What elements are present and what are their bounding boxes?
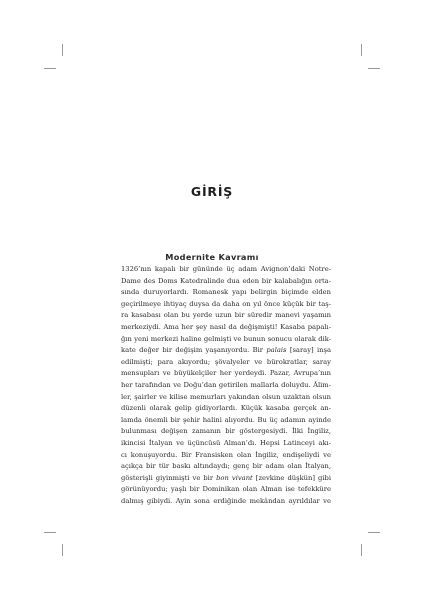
body-line-prefix: kate değer bir değişim yaşanıyordu. Bir <box>121 346 267 355</box>
body-line: görünüyordu; yaşlı bir Dominikan olan Alman ise tefekküre <box>121 485 331 494</box>
body-line-prefix: gösterişli giyinmişti ve bir <box>121 473 217 482</box>
body-line: bulunması değişen zamanın bir göstergesiydi. İlki İngiliz, <box>121 427 331 436</box>
body-line-suffix: [zevkine düşkün] gibi <box>252 473 331 482</box>
body-line: lamda önemli bir şehir halini alıyordu. Bu üç adamın ayinde <box>121 415 331 424</box>
body-line: ler, şairler ve kilise memurları yakından olsun uzaktan olsun <box>121 392 331 401</box>
body-line-with-italic <box>121 473 331 485</box>
italic-term-bon-vivant: bon vivant <box>216 473 253 482</box>
body-line: 1326’nın kapalı bir gününde üç adam Avignon’daki Notre- <box>121 265 331 273</box>
body-line: geçirilmeye ihtiyaç duysa da daha on yıl önce küçük bir taş- <box>121 299 331 308</box>
italic-term-palais: palais <box>266 346 287 355</box>
section-title: Modernite Kavramı <box>165 251 259 262</box>
body-line: ra kasabası olan bu yerde uzun bir süredir manevi yaşamın <box>121 311 331 320</box>
body-line: ikincisi İtalyan ve üçüncüsü Alman’dı. Hepsi Latinceyi akı- <box>121 438 331 447</box>
body-line: sında duruyorlardı. Romanesk yapı belirgin biçimde elden <box>121 288 331 297</box>
crop-mark-bottom-right-h <box>368 532 380 533</box>
crop-mark-top-left-h <box>44 68 56 69</box>
body-line: edilmişti; para akıyordu; şövalyeler ve bürokratlar, saray <box>121 357 331 366</box>
chapter-title: GİRİŞ <box>190 184 234 200</box>
body-line: mensupları ve büyükelçiler her yerdeydi. Pazar, Avrupa’nın <box>121 369 331 378</box>
body-line: her tarafından ve Doğu’dan getirilen mallarla doluydu. Âlim- <box>121 380 331 389</box>
crop-mark-bottom-left-v <box>62 544 63 556</box>
body-line-with-italic <box>121 345 331 357</box>
crop-mark-top-left-v <box>62 44 63 56</box>
crop-mark-bottom-right-v <box>361 544 362 556</box>
body-line: düzenli olarak gelip gidiyorlardı. Küçük kasaba gerçek an- <box>121 404 331 413</box>
body-text <box>121 264 331 507</box>
body-line: Dame des Doms Katedralinde dua eden bir kalabalığın orta- <box>121 276 331 285</box>
body-line: dalmış gibiydi. Ayin sona erdiğinde mekândan ayrıldılar ve <box>121 496 331 505</box>
body-line-suffix: [saray] inşa <box>286 346 331 355</box>
crop-mark-top-right-h <box>368 68 380 69</box>
crop-mark-top-right-v <box>361 44 362 56</box>
body-line: ğın yeni merkezi haline gelmişti ve bunun sonucu olarak dik- <box>121 334 331 343</box>
body-line: açıkça bir tür baskı altındaydı; genç bir adam olan İtalyan, <box>121 462 331 471</box>
body-line: merkeziydi. Ama her şey nasıl da değişmişti! Kasaba papalı- <box>121 322 331 331</box>
crop-mark-bottom-left-h <box>44 532 56 533</box>
body-line: cı konuşuyordu. Bir Fransisken olan İngiliz, endişeliydi ve <box>121 450 331 459</box>
